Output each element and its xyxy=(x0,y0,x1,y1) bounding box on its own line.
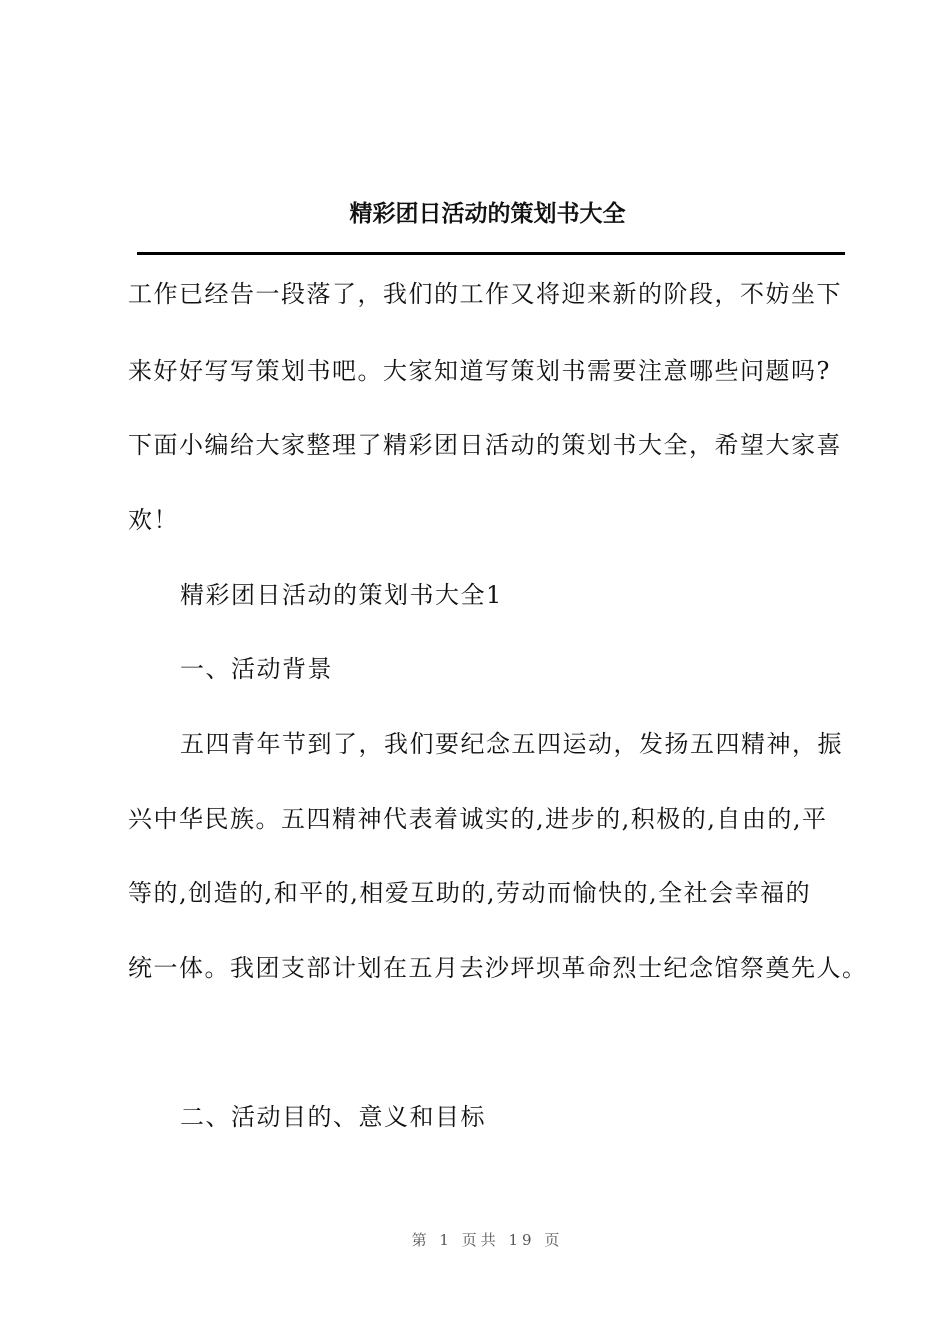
section-heading: 二、活动目的、意义和目标 xyxy=(180,1103,486,1131)
paragraph-line: 兴中华民族。五四精神代表着诚实的,进步的,积极的,自由的,平 xyxy=(128,805,828,833)
document-title: 精彩团日活动的策划书大全 xyxy=(349,200,626,227)
paragraph-line: 五四青年节到了，我们要纪念五四运动，发扬五四精神，振 xyxy=(180,730,843,758)
paragraph-line: 工作已经告一段落了，我们的工作又将迎来新的阶段，不妨坐下 xyxy=(128,280,842,308)
paragraph-line: 欢！ xyxy=(128,506,179,534)
paragraph-line: 来好好写写策划书吧。大家知道写策划书需要注意哪些问题吗? xyxy=(128,357,831,385)
title-divider xyxy=(137,252,845,255)
page-number-footer: 第 1 页共 19 页 xyxy=(411,1231,564,1249)
section-heading: 一、活动背景 xyxy=(180,655,333,683)
paragraph-line: 统一体。我团支部计划在五月去沙坪坝革命烈士纪念馆祭奠先人。 xyxy=(128,954,868,982)
paragraph-line: 等的,创造的,和平的,相爱互助的,劳动而愉快的,全社会幸福的 xyxy=(128,879,812,907)
section-heading: 精彩团日活动的策划书大全1 xyxy=(180,581,503,609)
paragraph-line: 下面小编给大家整理了精彩团日活动的策划书大全，希望大家喜 xyxy=(128,431,842,459)
